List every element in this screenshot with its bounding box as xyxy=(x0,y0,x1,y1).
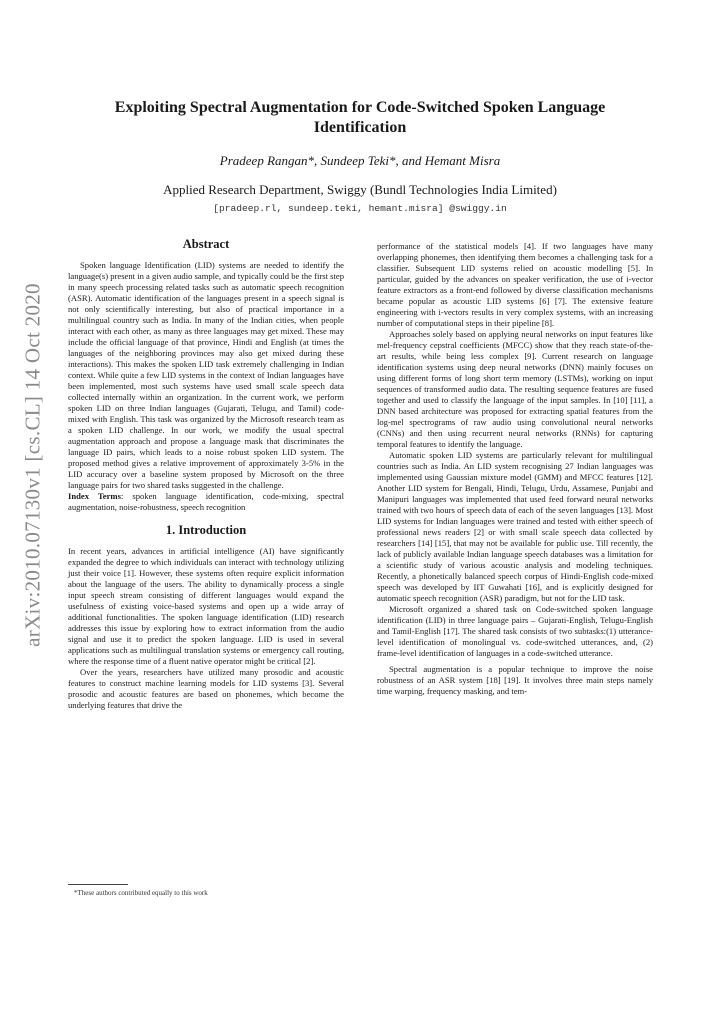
introduction-heading: 1. Introduction xyxy=(165,523,247,537)
paper-emails: [pradeep.rl, sundeep.teki, hemant.misra] @swiggy.in xyxy=(213,203,507,214)
right-paragraph-1: performance of the statistical models [4]. If two languages have many overlapping phonemes, then identifying them becomes a challenging task for a classifier. Subsequent LID systems relied on acoustic modelling [5]. In particular, guided by the advances on speaker verification, the use of i-vector feature extractors as a front-end followed by diverse classification mechanisms became popular as acoustic LID systems [6] [7]. The extensive feature engineering with i-vectors results in very complex systems, with an increasing number of computational steps in their pipeline [8]. xyxy=(377,241,653,328)
paper-affiliation: Applied Research Department, Swiggy (Bundl Technologies India Limited) xyxy=(163,182,557,197)
right-paragraph-4: Microsoft organized a shared task on Code-switched spoken language identification (LID) in three language pairs – Gujarati-English, Telugu-English and Tamil-English [17]. The shared task consists of two subtasks:(1) utterance-level identification of monolingual vs. code-switched utterances, and, (2) frame-level identification of languages in a code-switched utterance. xyxy=(377,604,653,658)
intro-paragraph-2: Over the years, researchers have utilized many prosodic and acoustic features to construct machine learning models for LID systems [3]. Several prosodic and acoustic features are based on phonemes, which become the underlying features that drive the xyxy=(68,667,344,710)
paper-authors: Pradeep Rangan*, Sundeep Teki*, and Hemant Misra xyxy=(219,153,501,168)
right-paragraph-5: Spectral augmentation is a popular technique to improve the noise robustness of an ASR system [18] [19]. It involves three main steps namely time warping, frequency masking, and tem- xyxy=(377,664,653,696)
abstract-heading: Abstract xyxy=(182,237,230,251)
index-terms-label: Index Terms xyxy=(68,491,121,501)
abstract-text: Spoken language Identification (LID) systems are needed to identify the language(s) present in a given audio sample, and typically could be the first step in many speech processing related tasks such as automatic speech recognition (ASR). Automatic identification of the languages present in a speech signal is not only scientifically interesting, but also of practical importance in a multilingual country such as India. In many of the Indian cities, when people interact with each other, as many as three languages may get mixed. These may include the official language of that province, Hindi and English (at times the languages of the neighboring provinces may also get mixed during these interactions). This makes the spoken LID task extremely challenging in Indian context. While quite a few LID systems in the context of Indian languages have been implemented, most such systems have used small scale speech data collected internally within an organization. In the current work, we perform spoken LID on three Indian languages (Gujarati, Telugu, and Tamil) code-mixed with English. This task was organized by the Microsoft research team as a spoken LID challenge. In our work, we modify the usual spectral augmentation approach and propose a language mask that discriminates the language ID pairs, which leads to a noise robust spoken LID system. The proposed method gives a relative improvement of approximately 3-5% in the LID accuracy over a baseline system proposed by Microsoft on the three language pairs for two shared tasks suggested in the challenge. xyxy=(68,260,344,490)
arxiv-stamp xyxy=(10,255,56,675)
right-column xyxy=(377,241,653,697)
intro-paragraph-1: In recent years, advances in artificial intelligence (AI) have significantly expanded the degree to which individuals can interact with technology utilizing just their voice [1]. However, these systems often require explicit information about the language of the users. The ability to dynamically process a single input speech stream consisting of different languages would expand the usefulness of existing voice-based systems and open up a wide array of additional functionalities. The spoken language identification (LID) research addresses this issue by exploring how to extract information from the audio signal and use it to predict the spoken language. LID is used in several applications such as multilingual translation systems or emergency call routing, where the response time of a fluent native operator might be critical [2]. xyxy=(68,546,344,666)
left-column xyxy=(68,237,344,711)
index-terms xyxy=(68,491,344,513)
arxiv-stamp-text: arXiv:2010.07130v1 [cs.CL] 14 Oct 2020 xyxy=(20,283,45,647)
paper-title: Exploiting Spectral Augmentation for Code-Switched Spoken Language Identification xyxy=(114,99,606,136)
right-paragraph-3: Automatic spoken LID systems are particularly relevant for multilingual countries such as India. An LID system recognising 27 Indian languages was implemented using Gaussian mixture model (GMM) and MFCC features [12]. Another LID system for Bengali, Hindi, Telugu, Urdu, Assamese, Punjabi and Manipuri languages was implemented that used feed forward neural networks trained with two hours of speech data of each of the seven languages [13]. Most LID systems for Indian languages were trained and tested with either speech of professional news readers [2] or with small scale speech data collected by researchers [14] [15], that may not be available for public use. Till recently, the lack of publicly available Indian language speech databases was a limitation for a scientific study of various acoustic analysis and modeling techniques. Recently, a phonetically balanced speech corpus of Hindi-English code-mixed speech was developed by IIT Guwahati [16], and is explicitly designed for automatic speech recognition (ASR) paradigm, but not for the LID task. xyxy=(377,450,653,603)
footnote: *These authors contributed equally to this work xyxy=(74,889,208,897)
footnote-rule xyxy=(68,884,128,885)
index-terms-text: : spoken language identification, code-mixing, spectral augmentation, noise-robustness, speech recognition xyxy=(68,491,345,512)
right-paragraph-2: Approaches solely based on applying neural networks on input features like mel-frequency cepstral coefficients (MFCC) show that they reach state-of-the-art results, while being less complex [9]. Current research on language identification systems using deep neural networks (DNN) mainly focuses on using different forms of long short term memory (LSTMs), working on input sequences of transformed audio data. The resulting sequence features are fused together and used to classify the language of the input samples. In [10] [11], a DNN based architecture was proposed for extracting spatial features from the log-mel spectrograms of raw audio using convolutional neural networks (CNNs) and then using recurrent neural networks (RNNs) for capturing temporal features to identify the language. xyxy=(377,329,653,449)
